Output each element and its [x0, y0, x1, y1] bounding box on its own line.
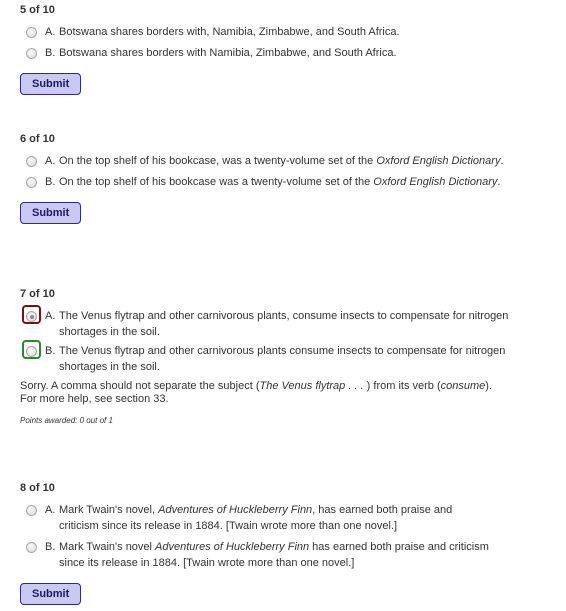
help-text: For more help, see section 33.	[20, 393, 169, 405]
option-text: The Venus flytrap and other carnivorous plants consume insects to compensate for nitrogen shortages in the soil.	[59, 345, 506, 373]
option-letter: A.	[45, 26, 56, 38]
option-letter: B.	[45, 345, 56, 357]
radio-button[interactable]	[22, 153, 42, 169]
option-b[interactable]	[20, 343, 550, 375]
radio-button[interactable]	[22, 174, 42, 190]
option-text: On the top shelf of his bookcase was a twenty-volume set of the Oxford English Dictionary.	[59, 176, 501, 188]
question-7	[20, 288, 550, 425]
option-b[interactable]	[20, 45, 550, 61]
question-5	[20, 4, 550, 95]
question-number: 5 of 10	[20, 4, 55, 16]
radio-button[interactable]	[22, 308, 42, 324]
points-awarded: Points awarded: 0 out of 1	[20, 416, 113, 425]
option-text: Botswana shares borders with Namibia, Zimbabwe, and South Africa.	[59, 47, 397, 59]
option-b[interactable]	[20, 539, 550, 571]
option-text: Mark Twain's novel Adventures of Huckleberry Finn has earned both praise and criticism since its release in 1884. [Twain wrote more than one novel.]	[59, 541, 489, 569]
feedback-message: Sorry. A comma should not separate the subject (The Venus flytrap . . . ) from its verb (consume). For more help, see section 33.	[20, 380, 493, 405]
option-letter: B.	[45, 541, 56, 553]
radio-button[interactable]	[22, 45, 42, 61]
option-a[interactable]	[20, 24, 550, 40]
option-letter: A.	[45, 310, 56, 322]
option-text: Mark Twain's novel, Adventures of Huckleberry Finn, has earned both praise and criticism since its release in 1884. [Twain wrote more than one novel.]	[59, 504, 453, 532]
question-number: 7 of 10	[20, 288, 55, 300]
option-a[interactable]	[20, 502, 550, 534]
submit-button[interactable]: Submit	[20, 202, 81, 224]
option-letter: B.	[45, 176, 56, 188]
question-number: 8 of 10	[20, 482, 55, 494]
radio-button[interactable]	[22, 24, 42, 40]
question-number: 6 of 10	[20, 133, 55, 145]
radio-button[interactable]	[22, 539, 42, 555]
submit-button[interactable]: Submit	[20, 73, 81, 95]
option-b[interactable]	[20, 174, 550, 190]
question-8	[20, 482, 550, 605]
option-text: On the top shelf of his bookcase, was a twenty-volume set of the Oxford English Dictionary.	[59, 155, 504, 167]
option-a[interactable]	[20, 153, 550, 169]
option-letter: B.	[45, 47, 56, 59]
option-letter: A.	[45, 504, 56, 516]
option-text: The Venus flytrap and other carnivorous plants, consume insects to compensate for nitrogen shortages in the soil.	[59, 310, 509, 338]
option-text: Botswana shares borders with, Namibia, Zimbabwe, and South Africa.	[59, 26, 400, 38]
radio-button[interactable]	[22, 343, 42, 359]
option-a[interactable]	[20, 308, 550, 340]
submit-button[interactable]: Submit	[20, 583, 81, 605]
radio-button[interactable]	[22, 502, 42, 518]
question-6	[20, 133, 550, 224]
option-letter: A.	[45, 155, 56, 167]
